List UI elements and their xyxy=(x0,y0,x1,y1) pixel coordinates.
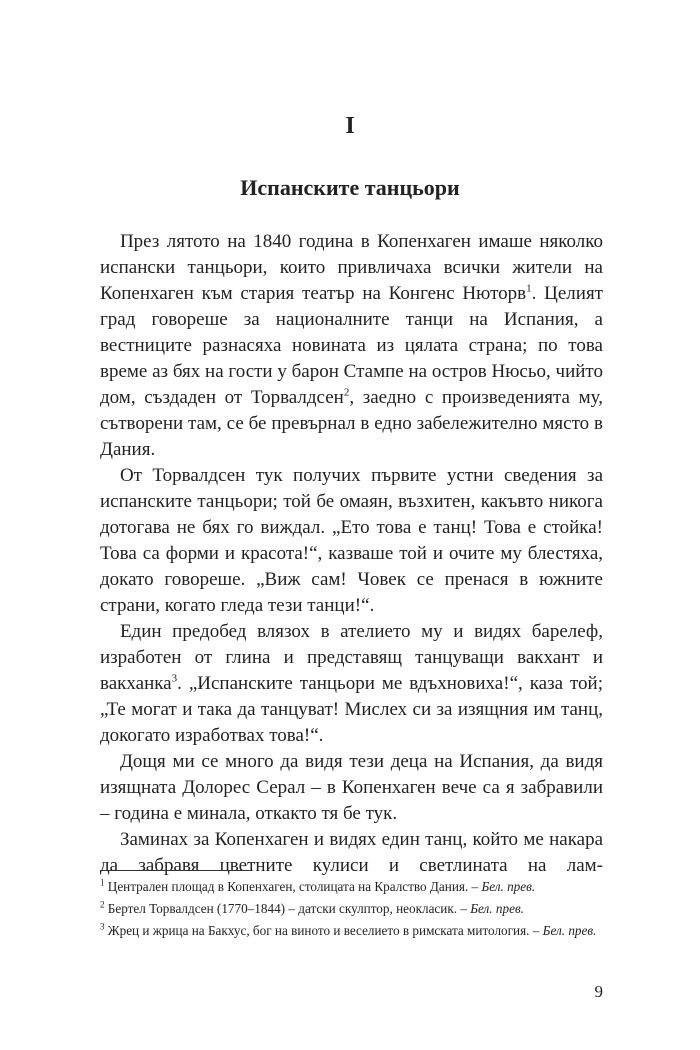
footnote-3 xyxy=(100,920,603,942)
paragraph-1-part-1: През лятото на 1840 година в Копенхаген имаше няколко испански танцьори, които привличаха всички жители на Копенхаген към стария театър на Конгенс Нюторв xyxy=(100,231,603,304)
body-text xyxy=(100,229,603,879)
footnote-ref-3: 3 xyxy=(171,672,178,685)
footnote-ref-1: 1 xyxy=(526,282,532,295)
footnote-credit: Бел. прев. xyxy=(470,901,524,916)
chapter-number: I xyxy=(345,113,355,139)
paragraph-4: Дощя ми се много да видя тези деца на Испания, да видя изящната Долорес Серал – в Копенхаген вече са я забравили – година е минала, откакто тя бе тук. xyxy=(100,751,603,824)
footnote-mark: 2 xyxy=(100,899,105,910)
paragraph-3-part-2: . „Испанските танцьори ме вдъхновиха!“, каза той; „Те могат и така да танцуват! Мислех си за изящния им танц, докогато изработвах това!“. xyxy=(100,673,603,746)
footnotes xyxy=(100,876,603,942)
page-number: 9 xyxy=(594,982,603,1001)
paragraph-3 xyxy=(100,619,603,749)
footnote-divider xyxy=(100,870,250,871)
footnote-text: Бертел Торвалдсен (1770–1844) – датски скулптор, неокласик. – xyxy=(104,901,471,916)
footnote-2 xyxy=(100,898,603,920)
footnote-credit: Бел. прев. xyxy=(542,923,597,938)
paragraph-1-part-2: . Целият град говореше за националните танци на Испания, а вестниците разнасяха новината из цялата страна; по това време аз бях на гости у барон Стампе на остров Нюсьо, чийто дом, създаден от Торвалдсен xyxy=(100,283,603,408)
footnote-mark: 1 xyxy=(100,877,105,888)
footnote-mark: 3 xyxy=(100,921,105,932)
footnote-1 xyxy=(100,876,603,898)
paragraph-5: Заминах за Копенхаген и видях един танц, който ме накара да забравя цветните кулиси и светлината на лам- xyxy=(100,829,603,876)
chapter-title: Испанските танцьори xyxy=(240,175,460,200)
paragraph-1-part-3: , заедно с произведенията му, сътворени там, се бе превърнал в едно забележително място в Дания. xyxy=(100,387,603,460)
footnote-credit: Бел. прев. xyxy=(481,879,536,894)
footnote-ref-2: 2 xyxy=(343,386,350,399)
footnote-text: Жрец и жрица на Бакхус, бог на виното и веселието в римската митология. – xyxy=(104,923,543,938)
paragraph-1 xyxy=(100,229,603,463)
footnote-text: Централен площад в Копенхаген, столицата на Кралство Дания. – xyxy=(104,879,482,894)
paragraph-3-part-1: Един предобед влязох в ателието му и видях барелеф, изработен от глина и представящ танцуващи вакхант и вакханка xyxy=(100,621,603,694)
paragraph-2: От Торвалдсен тук получих първите устни сведения за испанските танцьори; той бе омаян, възхитен, какъвто никога дотогава не бях го виждал. „Ето това е танц! Това е стойка! Това са форми и красота!“, казваше той и очите му блестяха, докато говореше. „Виж сам! Човек се пренася в южните страни, когато гледа тези танци!“. xyxy=(100,465,603,616)
